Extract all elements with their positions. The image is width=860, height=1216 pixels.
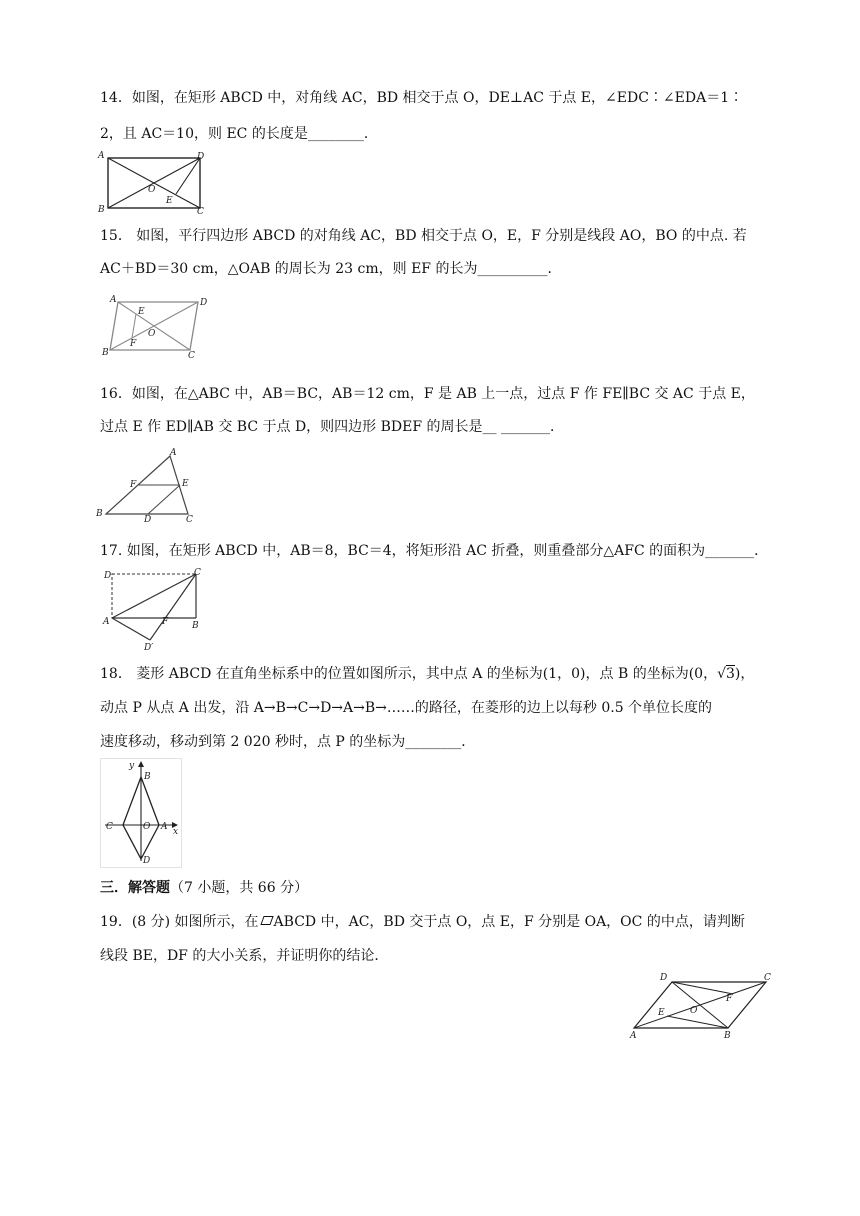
q18-figure bbox=[100, 758, 182, 868]
q14-label-a: A bbox=[98, 151, 105, 161]
q14-figure bbox=[96, 148, 212, 216]
q19-label-b: B bbox=[724, 1031, 731, 1041]
q15-figure bbox=[100, 292, 212, 362]
q19-line2: 线段 BE，DF 的大小关系，并证明你的结论． bbox=[100, 948, 389, 964]
q19-line1-part1: 19．(8 分) 如图所示，在 bbox=[100, 914, 259, 930]
q17-line1: 17. 如图，在矩形 ABCD 中，AB＝8，BC＝4，将矩形沿 AC 折叠，则重叠部分△AFC 的面积为_______． bbox=[100, 543, 769, 559]
q14-label-o: O bbox=[148, 185, 156, 195]
q15-line1: 15． 如图，平行四边形 ABCD 的对角线 AC，BD 相交于点 O，E，F 分别是线段 AO，BO 的中点. 若 bbox=[100, 228, 747, 244]
q19-label-c: C bbox=[764, 973, 771, 983]
q16-label-a: A bbox=[170, 448, 177, 458]
q17-label-dprime: D′ bbox=[144, 643, 154, 653]
q16-figure bbox=[94, 448, 204, 524]
q16-label-b: B bbox=[96, 509, 103, 519]
q18-sqrt-sign-icon: √ bbox=[717, 666, 726, 682]
q16-label-e: E bbox=[182, 479, 189, 489]
q16-line2: 过点 E 作 ED∥AB 交 BC 于点 D，则四边形 BDEF 的周长是__ _______． bbox=[100, 419, 564, 435]
q16-line1: 16．如图，在△ABC 中，AB＝BC，AB＝12 cm，F 是 AB 上一点，过点 F 作 FE∥BC 交 AC 于点 E， bbox=[100, 386, 755, 402]
section3-heading bbox=[100, 878, 780, 898]
q15-label-e: E bbox=[138, 307, 145, 317]
q18-line3: 速度移动，移动到第 2 020 秒时，点 P 的坐标为________． bbox=[100, 734, 476, 750]
q15-label-a: A bbox=[110, 295, 117, 305]
q18-label-o: O bbox=[143, 822, 151, 832]
q16-label-f: F bbox=[130, 480, 137, 490]
section3-title: 三．解答题 bbox=[100, 880, 170, 896]
q16-label-c: C bbox=[186, 515, 193, 524]
q18-label-x: x bbox=[173, 827, 179, 837]
q18-label-c: C bbox=[106, 822, 113, 832]
q15-label-b: B bbox=[102, 348, 109, 358]
q14-line1: 14．如图，在矩形 ABCD 中，对角线 AC，BD 相交于点 O，DE⊥AC 于点 E，∠EDC∶∠EDA＝1∶ bbox=[100, 90, 744, 106]
q19-line1-part2: ABCD 中，AC，BD 交于点 O，点 E，F 分别是 OA，OC 的中点，请判断 bbox=[273, 914, 745, 930]
q15-label-f: F bbox=[130, 339, 137, 349]
q14-label-e: E bbox=[166, 196, 173, 206]
q17-figure bbox=[98, 564, 204, 654]
q14-label-d: D bbox=[197, 152, 205, 162]
q18-line1-part1: 18． 菱形 ABCD 在直角坐标系中的位置如图所示，其中点 A 的坐标为(1，0)，点 B 的坐标为(0， bbox=[100, 666, 718, 682]
q19-label-f: F bbox=[726, 994, 733, 1004]
q15-line2: AC＋BD＝30 cm，△OAB 的周长为 23 cm，则 EF 的长为__________． bbox=[100, 261, 562, 277]
q18-sqrt3 bbox=[717, 664, 735, 684]
q14-line2: 2，且 AC＝10，则 EC 的长度是________． bbox=[100, 126, 378, 142]
q19-label-d: D bbox=[660, 973, 668, 983]
q14-label-b: B bbox=[98, 205, 105, 215]
q15-label-d: D bbox=[200, 298, 208, 308]
q18-label-a: A bbox=[161, 822, 168, 832]
q18-label-b: B bbox=[144, 772, 151, 782]
q18-label-y: y bbox=[129, 761, 135, 771]
q19-label-o: O bbox=[690, 1006, 698, 1016]
q17-label-a: A bbox=[103, 617, 110, 627]
parallelogram-symbol-icon bbox=[260, 916, 273, 925]
q18-line1 bbox=[100, 664, 780, 684]
q14-label-c: C bbox=[197, 207, 204, 216]
q19-figure bbox=[626, 968, 778, 1042]
q19-label-a: A bbox=[630, 1031, 637, 1041]
q18-line2: 动点 P 从点 A 出发，沿 A→B→C→D→A→B→……的路径，在菱形的边上以每秒 0.5 个单位长度的 bbox=[100, 700, 713, 716]
q19-label-e: E bbox=[658, 1008, 665, 1018]
q15-label-o: O bbox=[148, 329, 156, 339]
q17-label-c: C bbox=[194, 568, 201, 578]
q16-label-d: D bbox=[144, 515, 152, 524]
q19-line1 bbox=[100, 912, 780, 932]
q18-sqrt-radicand: 3 bbox=[726, 666, 735, 682]
q17-label-d: D bbox=[104, 571, 112, 581]
q17-label-f: F bbox=[162, 617, 169, 627]
q17-label-b: B bbox=[192, 621, 199, 631]
section3-note: （7 小题，共 66 分） bbox=[170, 880, 309, 896]
q18-line1-part2: )， bbox=[734, 666, 755, 682]
q15-label-c: C bbox=[188, 351, 195, 361]
q18-label-d: D bbox=[143, 856, 151, 866]
